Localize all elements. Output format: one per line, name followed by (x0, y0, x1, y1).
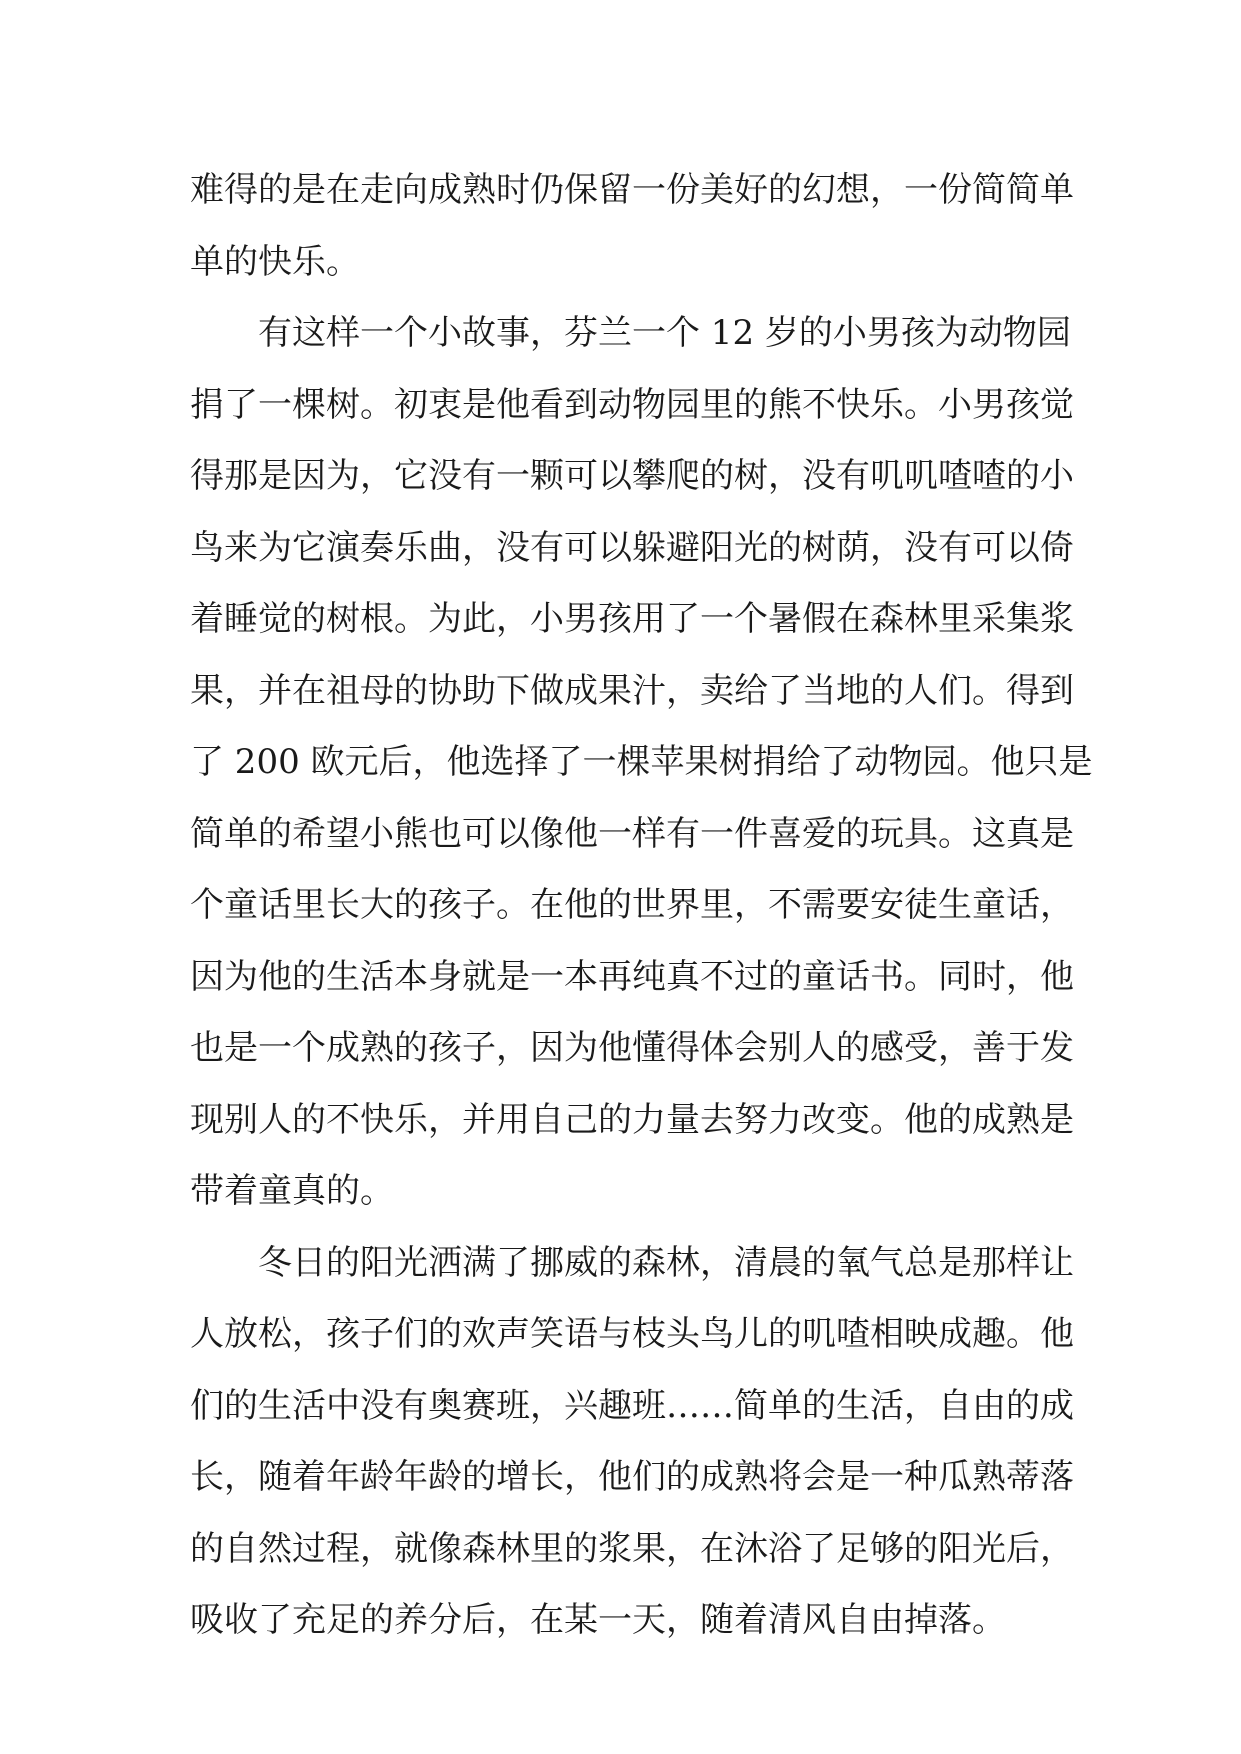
text-line: 了 200 欧元后，他选择了一棵苹果树捐给了动物园。他只是 (190, 742, 1093, 782)
text-line: 有这样一个小故事，芬兰一个 12 岁的小男孩为动物园 (258, 313, 1071, 353)
text-line: 长，随着年龄年龄的增长，他们的成熟将会是一种瓜熟蒂落 (190, 1457, 1074, 1497)
text-line: 简单的希望小熊也可以像他一样有一件喜爱的玩具。这真是 (190, 813, 1074, 854)
text-line: 个童话里长大的孩子。在他的世界里，不需要安徒生童话， (190, 885, 1074, 925)
text-line: 着睡觉的树根。为此，小男孩用了一个暑假在森林里采集浆 (190, 599, 1074, 639)
text-line: 冬日的阳光洒满了挪威的森林，清晨的氧气总是那样让 (258, 1242, 1074, 1283)
text-line: 捐了一棵树。初衷是他看到动物园里的熊不快乐。小男孩觉 (190, 384, 1074, 425)
text-line: 现别人的不快乐，并用自己的力量去努力改变。他的成熟是 (190, 1099, 1074, 1140)
text-line: 难得的是在走向成熟时仍保留一份美好的幻想，一份简简单 (190, 170, 1074, 210)
text-line: 单的快乐。 (190, 241, 360, 282)
text-line: 人放松，孩子们的欢声笑语与枝头鸟儿的叽喳相映成趣。他 (190, 1314, 1074, 1354)
text-line: 因为他的生活本身就是一本再纯真不过的童话书。同时，他 (190, 956, 1074, 997)
text-line: 果，并在祖母的协助下做成果汁，卖给了当地的人们。得到 (190, 670, 1074, 711)
body-text (190, 155, 1093, 1657)
text-line: 带着童真的。 (190, 1171, 394, 1211)
text-line: 得那是因为，它没有一颗可以攀爬的树，没有叽叽喳喳的小 (190, 456, 1074, 496)
text-line: 鸟来为它演奏乐曲，没有可以躲避阳光的树荫，没有可以倚 (190, 527, 1074, 568)
paragraph (190, 298, 1093, 1228)
text-line: 的自然过程，就像森林里的浆果，在沐浴了足够的阳光后， (190, 1528, 1074, 1569)
paragraph (190, 1228, 1074, 1657)
text-line: 也是一个成熟的孩子，因为他懂得体会别人的感受，善于发 (190, 1028, 1074, 1068)
paragraph (190, 155, 1074, 298)
text-line: 吸收了充足的养分后，在某一天，随着清风自由掉落。 (190, 1600, 1006, 1640)
text-line: 们的生活中没有奥赛班，兴趣班……简单的生活，自由的成 (190, 1385, 1074, 1426)
